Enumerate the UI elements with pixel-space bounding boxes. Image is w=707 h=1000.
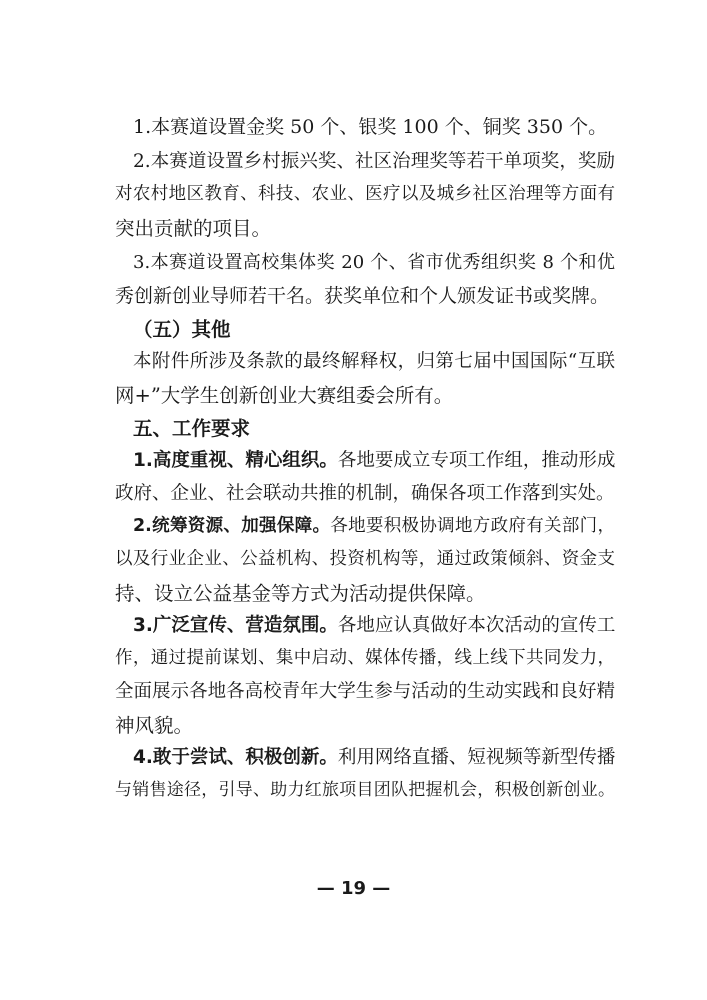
requirement-2-text: 各地要积极协调地方政府有关部门， bbox=[330, 516, 615, 536]
requirement-3-title: 3.广泛宣传、营造氛围。 bbox=[133, 615, 338, 636]
requirement-1-title: 1.高度重视、精心组织。 bbox=[133, 450, 338, 471]
requirement-2-line-3: 持、设立公益基金等方式为活动提供保障。 bbox=[115, 582, 486, 605]
requirement-2-line-1 bbox=[133, 518, 615, 536]
requirement-3-line-1 bbox=[133, 617, 615, 636]
page-number: — 19 — bbox=[316, 878, 391, 899]
requirement-4-line-1 bbox=[133, 749, 615, 768]
requirement-3-line-4: 神风貌。 bbox=[115, 714, 194, 737]
collective-award-line-1: 3.本赛道设置高校集体奖 20 个、省市优秀组织奖 8 个和优 bbox=[133, 252, 615, 273]
requirement-2-line-2: 以及行业企业、公益机构、投资机构等，通过政策倾斜、资金支 bbox=[115, 549, 615, 569]
rural-award-line-2: 对农村地区教育、科技、农业、医疗以及城乡社区治理等方面有 bbox=[115, 184, 615, 204]
rural-award-line-3: 突出贡献的项目。 bbox=[115, 217, 272, 240]
section-heading-other: （五）其他 bbox=[133, 318, 231, 341]
other-line-2: 网+”大学生创新创业大赛组委会所有。 bbox=[115, 384, 454, 407]
requirement-3-text: 各地应认真做好本次活动的宣传工 bbox=[337, 615, 616, 636]
requirement-1-text: 各地要成立专项工作组，推动形成 bbox=[337, 450, 616, 471]
requirement-3-line-3: 全面展示各地各高校青年大学生参与活动的生动实践和良好精 bbox=[115, 681, 615, 702]
requirement-1-line-1 bbox=[133, 452, 615, 471]
requirement-1-line-2: 政府、企业、社会联动共推的机制，确保各项工作落到实处。 bbox=[115, 483, 615, 504]
requirement-2-title: 2.统筹资源、加强保障。 bbox=[133, 516, 331, 536]
collective-award-line-2: 秀创新创业导师若干名。获奖单位和个人颁发证书或奖牌。 bbox=[115, 285, 610, 307]
rural-award-line-1: 2.本赛道设置乡村振兴奖、社区治理奖等若干单项奖，奖励 bbox=[133, 151, 615, 172]
award-gold-silver-bronze: 1.本赛道设置金奖 50 个、银奖 100 个、铜奖 350 个。 bbox=[133, 116, 608, 138]
requirement-4-line-2: 与销售途径，引导、助力红旅项目团队把握机会，积极创新创业。 bbox=[115, 780, 615, 800]
section-heading-requirements: 五、工作要求 bbox=[133, 417, 251, 440]
requirement-4-title: 4.敢于尝试、积极创新。 bbox=[133, 747, 338, 768]
other-line-1: 本附件所涉及条款的最终解释权，归第七届中国国际“互联 bbox=[133, 351, 615, 372]
requirement-3-line-2: 作，通过提前谋划、集中启动、媒体传播，线上线下共同发力， bbox=[115, 648, 615, 668]
requirement-4-text: 利用网络直播、短视频等新型传播 bbox=[337, 747, 616, 768]
